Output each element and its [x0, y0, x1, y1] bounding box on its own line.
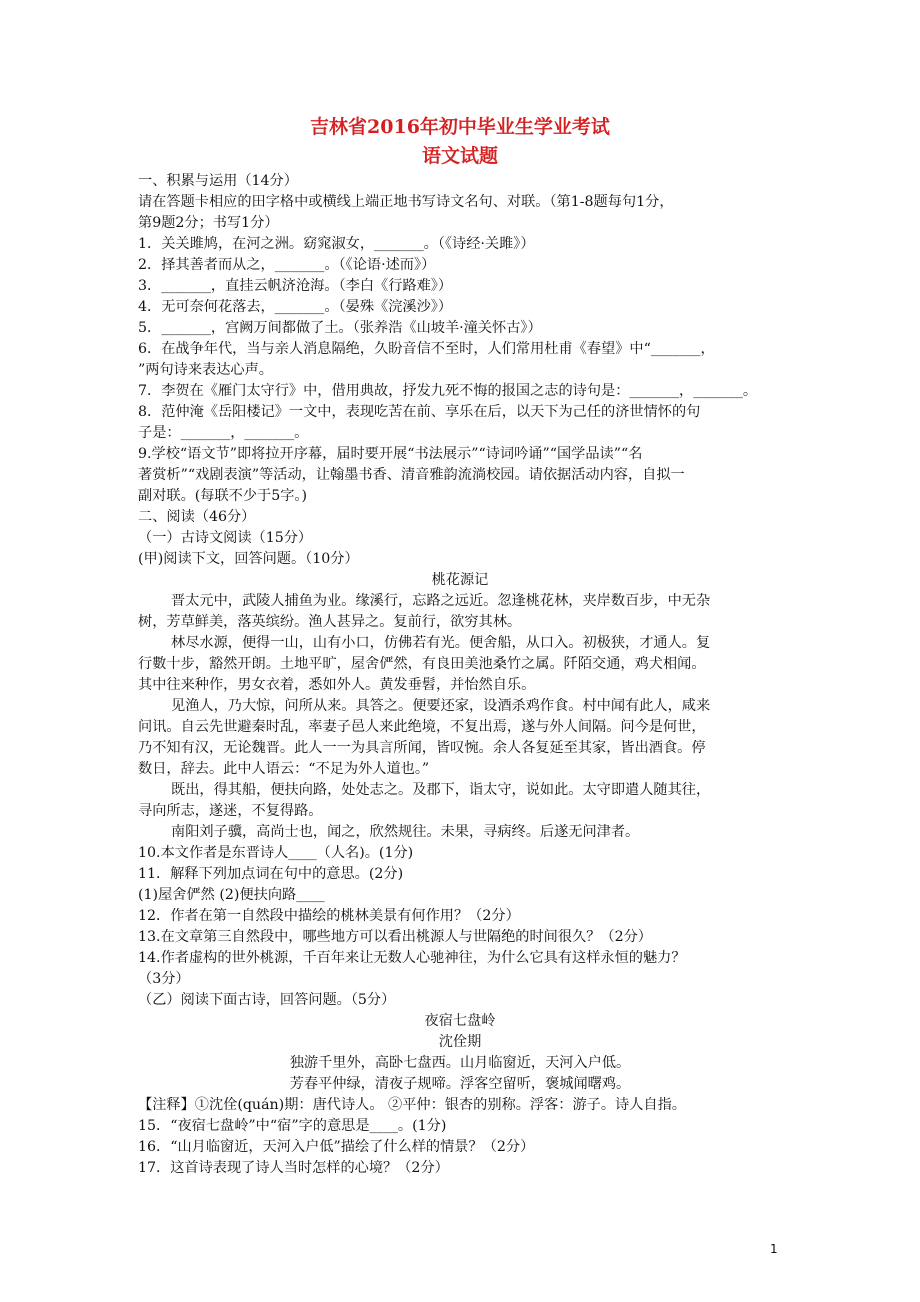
- passage-line: 数日，辞去。此中人语云：“不足为外人道也。”: [138, 761, 430, 777]
- passage-line: 晋太元中，武陵人捕鱼为业。缘溪行，忘路之远近。忽逢桃花林，夹岸数百步，中无杂: [171, 593, 711, 609]
- passage-title: 桃花源记: [431, 572, 489, 588]
- question-line: 14.作者虚构的世外桃源，千百年来让无数人心驰神往，为什么它具有这样永恒的魅力？: [138, 950, 686, 966]
- question-line: （3分）: [138, 971, 190, 987]
- question-line: 15．“夜宿七盘岭”中“宿”字的意思是____。(1分): [138, 1118, 447, 1134]
- poem-title: 夜宿七盘岭: [424, 1013, 496, 1029]
- passage-line: 林尽水源，便得一山，山有小口，仿佛若有光。便舍船，从口入。初极狭，才通人。复: [171, 635, 711, 651]
- question-line: 8．范仲淹《岳阳楼记》一文中，表现吃苦在前、享乐在后，以天下为己任的济世情怀的句: [138, 404, 701, 420]
- exam-subtitle: 语文试题: [421, 145, 498, 167]
- passage-line: 寻向所志，遂迷，不复得路。: [138, 803, 323, 819]
- question-line: 16．“山月临窗近，天河入户低”描绘了什么样的情景？（2分）: [138, 1139, 535, 1155]
- question-line: ”两句诗来表达心声。: [138, 362, 273, 378]
- poem-author: 沈佺期: [438, 1034, 482, 1050]
- passage-line: 南阳刘子骥，高尚士也，闻之，欣然规往。未果，寻病终。后遂无问津者。: [171, 824, 640, 840]
- section-heading: 二、阅读（46分）: [138, 509, 256, 525]
- question-line: 子是：_______，_______。: [138, 425, 309, 441]
- subsection-heading: (甲)阅读下文，回答问题。（10分）: [138, 551, 359, 567]
- question-line: 7．李贺在《雁门太守行》中，借用典故，抒发九死不悔的报国之志的诗句是：_______，_______。: [138, 383, 758, 399]
- question-line: 10.本文作者是东晋诗人____（人名)。(1分): [138, 845, 414, 861]
- question-line: 11．解释下列加点词在句中的意思。(2分): [138, 866, 404, 882]
- question-line: 17．这首诗表现了诗人当时怎样的心境？（2分）: [138, 1160, 449, 1176]
- subsection-heading: （乙）阅读下面古诗，回答问题。（5分）: [138, 992, 396, 1008]
- question-line: 9.学校“语文节”即将拉开序幕，届时要开展“书法展示”“诗词吟诵”“国学品读”“名: [138, 446, 643, 462]
- subsection-heading: （一）古诗文阅读（15分）: [138, 530, 313, 546]
- poem-line: 芳春平仲绿，清夜子规啼。浮客空留听，褒城闻曙鸡。: [289, 1076, 631, 1092]
- question-line: 副对联。(每联不少于5字。): [138, 488, 308, 504]
- question-line: 3．_______，直挂云帆济沧海。（李白《行路难》）: [138, 278, 453, 294]
- page-number: 1: [770, 1242, 778, 1256]
- annotation-line: 【注释】①沈佺(quán)期：唐代诗人。 ②平仲：银杏的别称。浮客：游子。诗人自指。: [138, 1097, 686, 1113]
- question-line: 6．在战争年代，当与亲人消息隔绝，久盼音信不至时，人们常用杜甫《春望》中“_______，: [138, 341, 715, 357]
- section-heading: 一、积累与运用（14分）: [138, 173, 298, 189]
- passage-line: 树，芳草鲜美，落英缤纷。渔人甚异之。复前行，欲穷其林。: [138, 614, 522, 630]
- exam-title: 吉林省2016年初中毕业生学业考试: [310, 116, 610, 138]
- question-line: 著赏析”“戏剧表演”等活动，让翰墨书香、清音雅韵流淌校园。请依据活动内容，自拟一: [138, 467, 685, 483]
- poem-line: 独游千里外，高卧七盘西。山月临窗近，天河入户低。: [289, 1055, 631, 1071]
- passage-line: 既出，得其船，便扶向路，处处志之。及郡下，诣太守，说如此。太守即遣人随其往，: [171, 782, 711, 798]
- question-line: 4．无可奈何花落去，_______。（晏殊《浣溪沙》）: [138, 299, 453, 315]
- text-line: 第9题2分；书写1分）: [138, 215, 279, 231]
- passage-line: 见渔人，乃大惊，问所从来。具答之。便要还家，设酒杀鸡作食。村中闻有此人，咸来: [171, 698, 711, 714]
- question-line: 12．作者在第一自然段中描绘的桃林美景有何作用？（2分）: [138, 908, 520, 924]
- question-line: 13.在文章第三自然段中，哪些地方可以看出桃源人与世隔绝的时间很久？（2分）: [138, 929, 652, 945]
- text-line: 请在答题卡相应的田字格中或横线上端正地书写诗文名句、对联。（第1-8题每句1分，: [138, 194, 674, 210]
- passage-line: 乃不知有汉，无论魏晋。此人一一为具言所闻，皆叹惋。余人各复延至其家，皆出酒食。停: [138, 740, 706, 756]
- passage-line: 其中往来种作，男女衣着，悉如外人。黄发垂髫，并怡然自乐。: [138, 677, 536, 693]
- question-line: 2．择其善者而从之，_______。（《论语·述而》）: [138, 257, 436, 273]
- question-line: 5．_______，宫阙万间都做了土。（张养浩《山坡羊·潼关怀古》）: [138, 320, 542, 336]
- passage-line: 行數十步，豁然开朗。土地平旷，屋舍俨然，有良田美池桑竹之属。阡陌交通，鸡犬相闻。: [138, 656, 706, 672]
- question-line: (1)屋舍俨然 (2)便扶向路____: [138, 887, 325, 903]
- question-line: 1．关关雎鸠，在河之洲。窈窕淑女，_______。（《诗经·关雎》）: [138, 236, 535, 252]
- passage-line: 问讯。自云先世避秦时乱，率妻子邑人来此绝境，不复出焉，遂与外人间隔。问今是何世，: [138, 719, 706, 735]
